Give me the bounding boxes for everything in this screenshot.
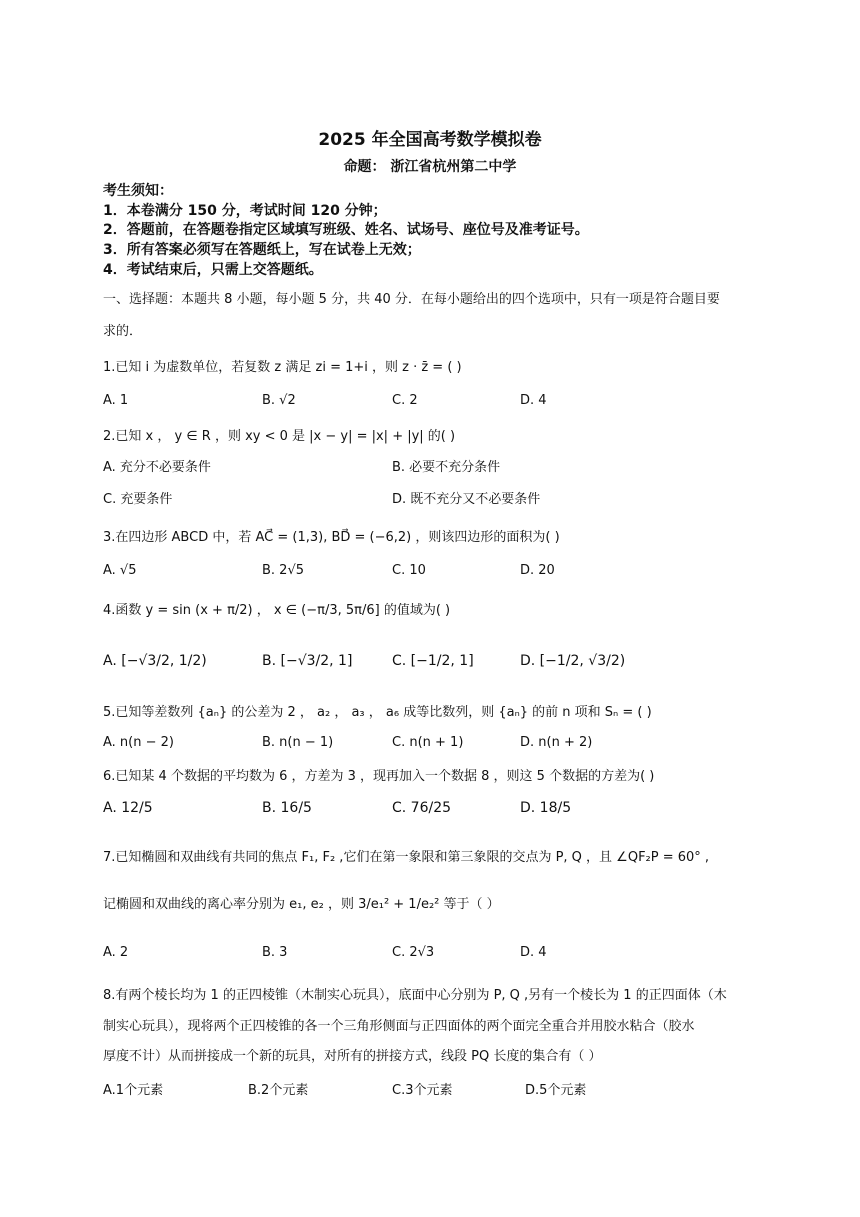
exam-author: 命题： 浙江省杭州第二中学: [343, 159, 517, 175]
question-4-option-c: C. [−1/2, 1]: [392, 653, 474, 669]
question-5-option-d: D. n(n + 2): [520, 735, 593, 750]
question-4-option-d: D. [−1/2, √3/2): [520, 653, 626, 669]
question-1-option-c: C. 2: [392, 393, 418, 408]
question-3-option-b: B. 2√5: [262, 563, 305, 578]
question-5-option-a: A. n(n − 2): [103, 735, 174, 750]
exam-title: 2025 年全国高考数学模拟卷: [318, 130, 542, 150]
question-3-option-c: C. 10: [392, 563, 426, 578]
notice-item-3: 3．所有答案必须写在答题纸上，写在试卷上无效；: [103, 242, 421, 258]
question-8-stem-line2: 制实心玩具），现将两个正四棱锥的各一个三角形侧面与正四面体的两个面完全重合并用胶水粘合（胶水: [103, 1019, 695, 1034]
question-1-option-b: B. √2: [262, 393, 296, 408]
question-5-stem: 5.已知等差数列 {aₙ} 的公差为 2 ， a₂ ， a₃ ， a₆ 成等比数列，则 {aₙ} 的前 n 项和 Sₙ = ( ): [103, 705, 652, 720]
question-6-option-b: B. 16/5: [262, 800, 312, 816]
question-7-stem-line2: 记椭圆和双曲线的离心率分别为 e₁, e₂ ，则 3/e₁² + 1/e₂² 等于（ ）: [103, 897, 500, 912]
question-4-stem: 4.函数 y = sin (x + π/2) ， x ∈ (−π/3, 5π/6] 的值域为( ): [103, 603, 451, 618]
question-2-stem: 2.已知 x ， y ∈ R ，则 xy < 0 是 |x − y| = |x| + |y| 的( ): [103, 429, 456, 444]
question-8-option-a: A.1个元素: [103, 1083, 164, 1098]
question-3-option-d: D. 20: [520, 563, 555, 578]
question-8-stem-line3: 厚度不计）从而拼接成一个新的玩具，对所有的拼接方式，线段 PQ 长度的集合有（ ）: [103, 1049, 602, 1064]
question-7-option-a: A. 2: [103, 945, 129, 960]
question-2-option-d: D. 既不充分又不必要条件: [392, 492, 541, 507]
notice-item-2: 2．答题前，在答题卷指定区域填写班级、姓名、试场号、座位号及准考证号。: [103, 222, 589, 238]
question-3-stem: 3.在四边形 ABCD 中，若 AC⃗ = (1,3), BD⃗ = (−6,2) ，则该四边形的面积为( ): [103, 530, 560, 545]
question-8-option-c: C.3个元素: [392, 1083, 453, 1098]
question-4-option-a: A. [−√3/2, 1/2): [103, 653, 207, 669]
question-6-stem: 6.已知某 4 个数据的平均数为 6 ，方差为 3 ，现再加入一个数据 8 ，则这 5 个数据的方差为( ): [103, 769, 655, 784]
section-heading-line2: 求的．: [103, 324, 143, 339]
question-3-option-a: A. √5: [103, 563, 137, 578]
question-8-option-b: B.2个元素: [248, 1083, 309, 1098]
question-1-option-d: D. 4: [520, 393, 547, 408]
question-2-option-c: C. 充要条件: [103, 492, 173, 507]
question-1-option-a: A. 1: [103, 393, 129, 408]
notice-heading: 考生须知：: [103, 183, 173, 199]
question-7-option-c: C. 2√3: [392, 945, 435, 960]
question-6-option-a: A. 12/5: [103, 800, 153, 816]
question-5-option-c: C. n(n + 1): [392, 735, 464, 750]
question-5-option-b: B. n(n − 1): [262, 735, 334, 750]
question-8-option-d: D.5个元素: [525, 1083, 587, 1098]
question-1-stem: 1.已知 i 为虚数单位，若复数 z 满足 zi = 1+i ，则 z · z̄ = ( ): [103, 360, 462, 375]
question-7-option-b: B. 3: [262, 945, 288, 960]
question-2-option-b: B. 必要不充分条件: [392, 460, 501, 475]
question-6-option-d: D. 18/5: [520, 800, 572, 816]
notice-item-4: 4．考试结束后，只需上交答题纸。: [103, 262, 323, 278]
notice-item-1: 1．本卷满分 150 分，考试时间 120 分钟；: [103, 203, 387, 219]
question-8-stem-line1: 8.有两个棱长均为 1 的正四棱锥（木制实心玩具），底面中心分别为 P, Q ,另有一个棱长为 1 的正四面体（木: [103, 988, 727, 1003]
question-7-option-d: D. 4: [520, 945, 547, 960]
section-heading-line1: 一、选择题：本题共 8 小题，每小题 5 分，共 40 分．在每小题给出的四个选项中，只有一项是符合题目要: [103, 292, 720, 307]
question-2-option-a: A. 充分不必要条件: [103, 460, 211, 475]
question-6-option-c: C. 76/25: [392, 800, 452, 816]
question-4-option-b: B. [−√3/2, 1]: [262, 653, 353, 669]
question-7-stem-line1: 7.已知椭圆和双曲线有共同的焦点 F₁, F₂ ,它们在第一象限和第三象限的交点为 P, Q ，且 ∠QF₂P = 60° ,: [103, 850, 710, 865]
